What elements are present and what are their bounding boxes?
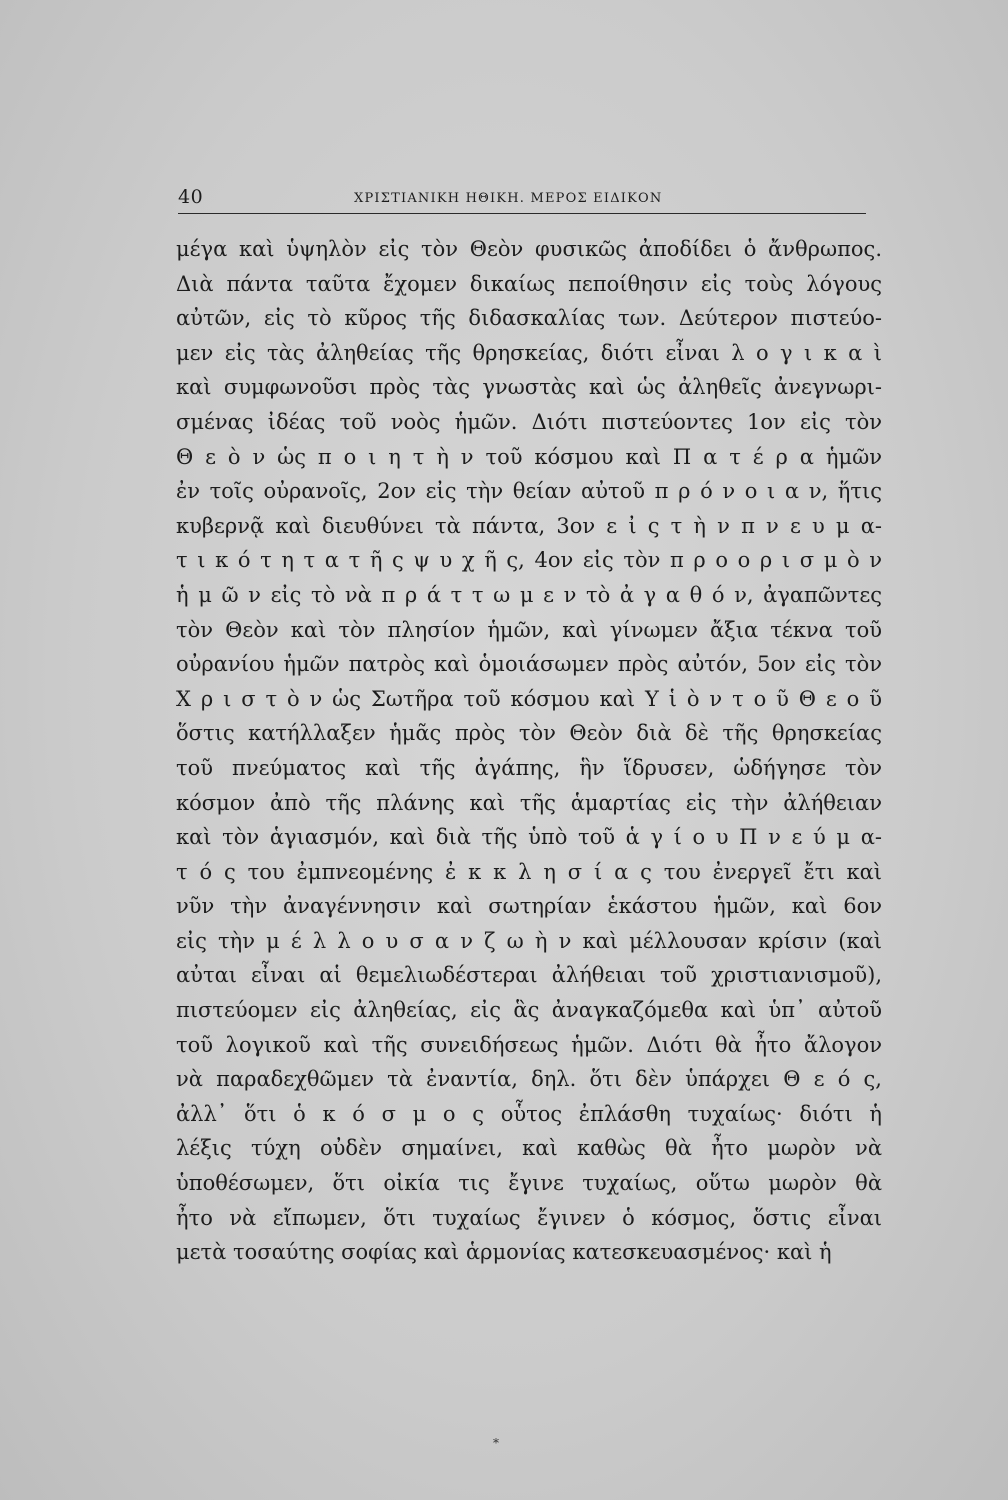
page-number: 40 bbox=[178, 186, 204, 208]
text-line: αὐται εἶναι αἱ θεμελιωδέστεραι ἀλήθειαι τοῦ χριστιανισμοῦ), bbox=[176, 963, 882, 988]
text-line: μέγα καὶ ὑψηλὸν εἰς τὸν Θεὸν φυσικῶς ἀποδίδει ὁ ἄνθρωπος. bbox=[176, 237, 882, 261]
text-line: μεν εἰς τὰς ἀληθείας τῆς θρησκείας, διότι εἶναι λ ο γ ι κ α ὶ bbox=[176, 340, 882, 365]
text-line: ἦτο νὰ εἴπωμεν, ὅτι τυχαίως ἔγινεν ὁ κόσμος, ὅστις εἶναι bbox=[176, 1205, 882, 1230]
text-line: κόσμον ἀπὸ τῆς πλάνης καὶ τῆς ἁμαρτίας εἰς τὴν ἀλήθειαν bbox=[176, 790, 882, 815]
text-line: ὅστις κατήλλαξεν ἡμᾶς πρὸς τὸν Θεὸν διὰ δὲ τῆς θρησκείας bbox=[176, 721, 882, 746]
text-line: λέξις τύχη οὐδὲν σημαίνει, καὶ καθὼς θὰ ἦτο μωρὸν νὰ bbox=[176, 1136, 882, 1161]
text-line: πιστεύομεν εἰς ἀληθείας, εἰς ἃς ἀναγκαζόμεθα καὶ ὑπ᾽ αὐτοῦ bbox=[176, 998, 882, 1023]
text-line: ἐν τοῖς οὐρανοῖς, 2ον εἰς τὴν θείαν αὐτοῦ π ρ ό ν ο ι α ν, ἥτις bbox=[176, 479, 882, 504]
text-line: ἡ μ ῶ ν εἰς τὸ νὰ π ρ ά τ τ ω μ ε ν τὸ ἀ γ α θ ό ν, ἀγαπῶντες bbox=[176, 582, 882, 607]
running-head bbox=[178, 186, 868, 212]
header-rule bbox=[178, 213, 866, 214]
text-line: Θ ε ὸ ν ὡς π ο ι η τ ὴ ν τοῦ κόσμου καὶ Π α τ έ ρ α ἡμῶν bbox=[176, 444, 882, 469]
footer-mark: * bbox=[493, 1436, 499, 1450]
text-line: νῦν τὴν ἀναγέννησιν καὶ σωτηρίαν ἑκάστου ἡμῶν, καὶ 6ον bbox=[176, 894, 882, 919]
text-line: τὸν Θεὸν καὶ τὸν πλησίον ἡμῶν, καὶ γίνωμεν ἄξια τέκνα τοῦ bbox=[176, 617, 882, 642]
text-line: Χ ρ ι σ τ ὸ ν ὡς Σωτῆρα τοῦ κόσμου καὶ Υ ἱ ὸ ν τ ο ῦ Θ ε ο ῦ bbox=[176, 686, 882, 711]
running-head-title: ΧΡΙΣΤΙΑΝΙΚΗ ΗΘΙΚΗ. ΜΕΡΟΣ ΕΙΔΙΚΟΝ bbox=[354, 191, 663, 206]
text-line: καὶ τὸν ἁγιασμόν, καὶ διὰ τῆς ὑπὸ τοῦ ἁ γ ί ο υ Π ν ε ύ μ α- bbox=[176, 825, 882, 850]
text-line: τ ι κ ό τ η τ α τ ῆ ς ψ υ χ ῆ ς, 4ον εἰς τὸν π ρ ο ο ρ ι σ μ ὸ ν bbox=[176, 548, 882, 573]
body-text bbox=[176, 232, 882, 1270]
text-line: κυβερνᾷ καὶ διευθύνει τὰ πάντα, 3ον ε ἰ ς τ ὴ ν π ν ε υ μ α- bbox=[176, 513, 882, 538]
text-line: τ ό ς του ἐμπνεομένης ἐ κ κ λ η σ ί α ς του ἐνεργεῖ ἔτι καὶ bbox=[176, 859, 882, 884]
text-line: ὑποθέσωμεν, ὅτι οἰκία τις ἔγινε τυχαίως, οὕτω μωρὸν θὰ bbox=[176, 1171, 882, 1196]
text-line: Διὰ πάντα ταῦτα ἔχομεν δικαίως πεποίθησιν εἰς τοὺς λόγους bbox=[176, 271, 882, 296]
text-line: μετὰ τοσαύτης σοφίας καὶ ἁρμονίας κατεσκευασμένος· καὶ ἡ bbox=[176, 1240, 832, 1265]
text-line: νὰ παραδεχθῶμεν τὰ ἐναντία, δηλ. ὅτι δὲν ὑπάρχει Θ ε ό ς, bbox=[176, 1067, 882, 1092]
text-line: τοῦ λογικοῦ καὶ τῆς συνειδήσεως ἡμῶν. Διότι θὰ ἦτο ἄλογον bbox=[176, 1032, 882, 1057]
text-line: ἀλλ᾽ ὅτι ὁ κ ό σ μ ο ς οὗτος ἐπλάσθη τυχαίως· διότι ἡ bbox=[176, 1101, 882, 1126]
text-line: τοῦ πνεύματος καὶ τῆς ἀγάπης, ἣν ἵδρυσεν, ὡδήγησε τὸν bbox=[176, 755, 882, 780]
text-line: οὐρανίου ἡμῶν πατρὸς καὶ ὁμοιάσωμεν πρὸς αὐτόν, 5ον εἰς τὸν bbox=[176, 652, 882, 677]
text-line: καὶ συμφωνοῦσι πρὸς τὰς γνωστὰς καὶ ὡς ἀληθεῖς ἀνεγνωρι- bbox=[176, 375, 882, 400]
text-line: σμένας ἰδέας τοῦ νοὸς ἡμῶν. Διότι πιστεύοντες 1ον εἰς τὸν bbox=[176, 409, 882, 434]
text-line: αὐτῶν, εἰς τὸ κῦρος τῆς διδασκαλίας των. Δεύτερον πιστεύο- bbox=[176, 306, 882, 331]
text-line: εἰς τὴν μ έ λ λ ο υ σ α ν ζ ω ὴ ν καὶ μέλλουσαν κρίσιν (καὶ bbox=[176, 928, 882, 953]
